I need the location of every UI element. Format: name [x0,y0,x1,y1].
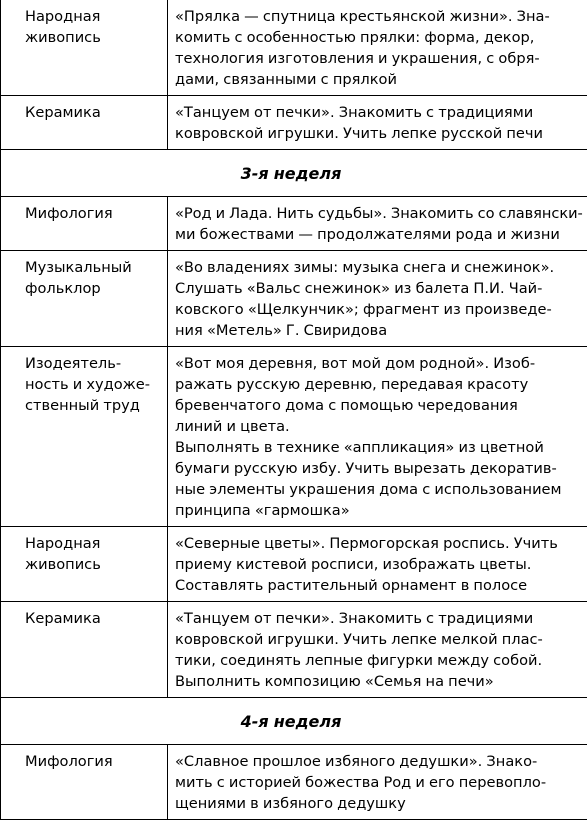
section-line: Изодеятель- [25,355,122,372]
content-cell [168,197,587,251]
section-cell [1,347,168,527]
content-line: «Танцуем от печки». Знакомить с традициями [175,104,534,121]
content-line: комить с особенностью прялки: форма, декор, [175,29,535,46]
section-line: ность и художе- [25,376,151,393]
content-line: ковского «Щелкунчик»; фрагмент из произведе- [175,301,552,318]
table-row [1,602,587,698]
lesson-plan-body [1,0,587,820]
table-row [1,0,587,96]
week-heading [1,150,587,197]
table-row [1,96,587,150]
content-cell [168,0,587,96]
section-line: Музыкальный [25,259,132,276]
table-row [1,527,587,602]
section-cell [1,96,168,150]
content-line: мить с историей божества Род и его перевопло- [175,774,547,791]
section-line: живопись [25,556,101,573]
content-line: дами, связанными с прялкой [175,71,397,88]
section-line: Мифология [25,753,113,770]
content-cell [168,347,587,527]
week-heading [1,698,587,745]
content-line: бумаги русскую избу. Учить вырезать декоратив- [175,460,557,477]
content-line: приему кистевой росписи, изображать цветы. [175,556,532,573]
content-cell [168,251,587,347]
content-line: щениями в избяного дедушку [175,795,406,812]
table-row [1,745,587,820]
content-cell [168,602,587,698]
week-label: 3-я неделя [240,164,342,183]
week-label: 4-я неделя [240,712,342,731]
content-line: технология изготовления и украшения, с обря- [175,50,540,67]
table-row [1,251,587,347]
section-line: Народная [25,8,101,25]
content-line: «Во владениях зимы: музыка снега и снежинок». [175,259,555,276]
section-cell [1,0,168,96]
section-line: Мифология [25,205,113,222]
section-line: живопись [25,29,101,46]
content-line: линий и цвета. [175,418,290,435]
section-line: Народная [25,535,101,552]
section-cell [1,197,168,251]
content-line: тики, соединять лепные фигурки между собой. [175,652,543,669]
week-row [1,698,587,745]
section-cell [1,251,168,347]
section-cell [1,602,168,698]
section-line: фольклор [25,280,101,297]
content-cell [168,745,587,820]
content-line: ния «Метель» Г. Свиридова [175,322,388,339]
content-line: ражать русскую деревню, передавая красоту [175,376,529,393]
content-line: «Северные цветы». Пермогорская роспись. Учить [175,535,558,552]
section-cell [1,527,168,602]
content-line: «Вот моя деревня, вот мой дом родной». Изоб- [175,355,536,372]
week-row [1,150,587,197]
table-row [1,197,587,251]
content-line: принципа «гармошка» [175,502,350,519]
content-line: «Род и Лада. Нить судьбы». Знакомить со славянски- [175,205,583,222]
section-line: Керамика [25,104,101,121]
content-cell [168,96,587,150]
section-line: Керамика [25,610,101,627]
section-cell [1,745,168,820]
section-line: ственный труд [25,397,140,414]
content-line: Слушать «Вальс снежинок» из балета П.И. Чай- [175,280,543,297]
content-line: «Танцуем от печки». Знакомить с традициями [175,610,534,627]
content-line: ные элементы украшения дома с использованием [175,481,562,498]
content-line: «Прялка — спутница крестьянской жизни». Зна- [175,8,550,25]
content-line: бревенчатого дома с помощью чередования [175,397,518,414]
content-line: ми божествами — продолжателями рода и жизни [175,226,560,243]
content-line: ковровской игрушки. Учить лепке русской печи [175,125,543,142]
content-line: Выполнять в технике «аппликация» из цветной [175,439,544,456]
table-row [1,347,587,527]
content-line: ковровской игрушки. Учить лепке мелкой плас- [175,631,543,648]
content-line: Составлять растительный орнамент в полосе [175,577,528,594]
content-line: Выполнить композицию «Семья на печи» [175,673,494,690]
content-line: «Славное прошлое избяного дедушки». Знако- [175,753,538,770]
content-cell [168,527,587,602]
